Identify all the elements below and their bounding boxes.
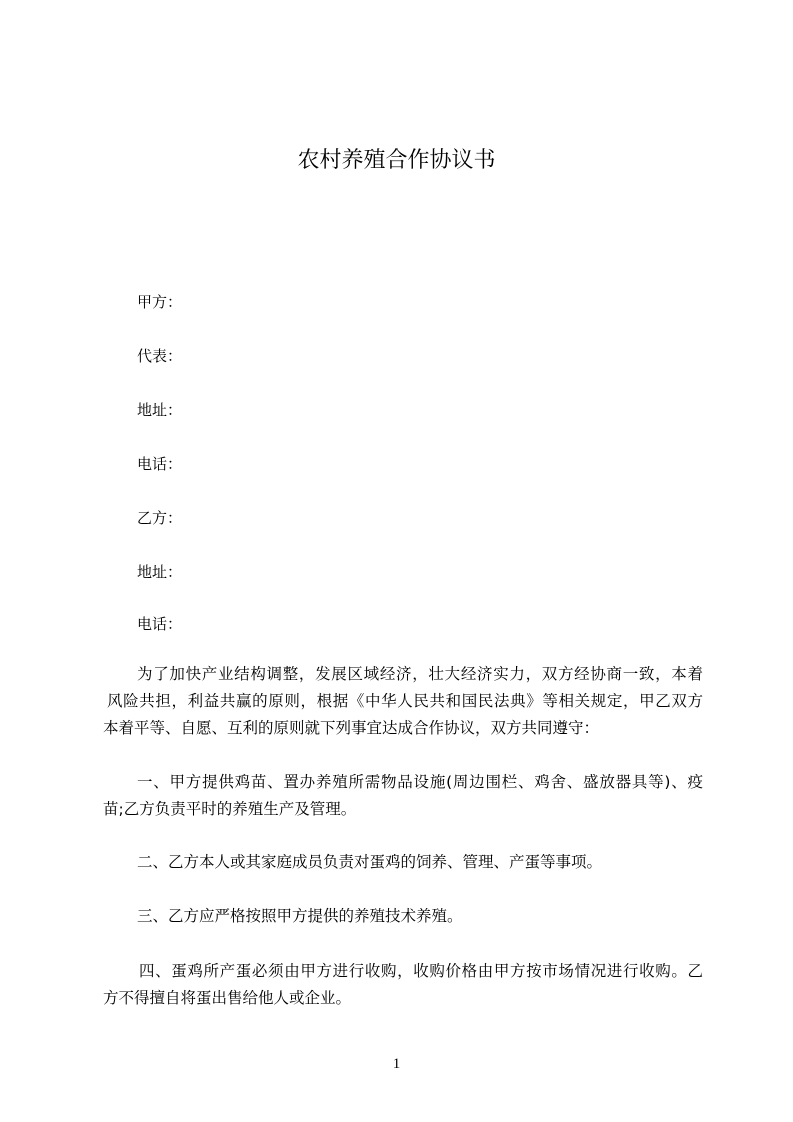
field-party-b: 乙方：: [137, 509, 183, 527]
field-phone-b: 电话：: [137, 615, 183, 633]
paragraph-line: 为了加快产业结构调整，发展区域经济，壮大经济实力，双方经协商一致，本着: [137, 665, 703, 683]
paragraph-line: 苗;乙方负责平时的养殖生产及管理。: [103, 800, 357, 818]
page-number: 1: [392, 1056, 401, 1072]
field-address-a: 地址：: [137, 401, 183, 419]
field-phone-a: 电话：: [137, 455, 183, 473]
clause-3: 三、乙方应严格按照甲方提供的养殖技术养殖。: [137, 907, 463, 925]
field-address-b: 地址：: [137, 563, 183, 581]
paragraph-line: 四、蛋鸡所产蛋必须由甲方进行收购，收购价格由甲方按市场情况进行收购。乙: [139, 962, 703, 980]
paragraph-line: 本着平等、自愿、互利的原则就下列事宜达成合作协议，双方共同遵守：: [103, 719, 600, 737]
field-representative: 代表：: [137, 347, 183, 365]
field-party-a: 甲方：: [137, 293, 183, 311]
paragraph-line: 一、甲方提供鸡苗、置办养殖所需物品设施(周边围栏、鸡舍、盛放器具等)、疫: [137, 773, 703, 791]
clause-2: 二、乙方本人或其家庭成员负责对蛋鸡的饲养、管理、产蛋等事项。: [137, 853, 603, 871]
document-title: 农村养殖合作协议书: [297, 148, 496, 173]
paragraph-line: 方不得擅自将蛋出售给他人或企业。: [103, 989, 352, 1007]
paragraph-line: 风险共担，利益共赢的原则，根据《中华人民共和国民法典》等相关规定，甲乙双方: [107, 692, 703, 710]
